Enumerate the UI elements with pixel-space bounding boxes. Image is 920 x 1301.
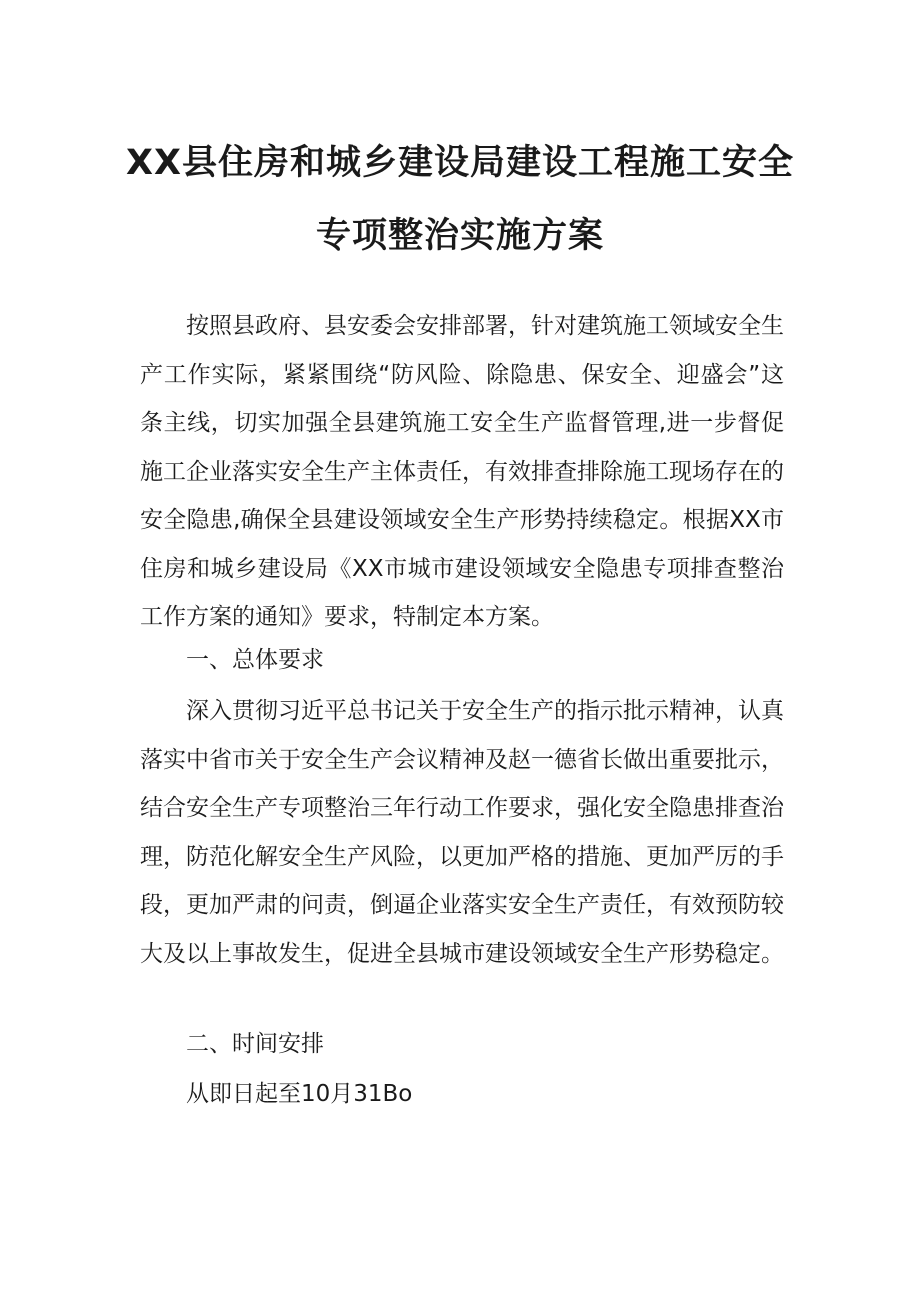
paragraph-intro: 按照县政府、县安委会安排部署，针对建筑施工领域安全生产工作实际，紧紧围绕“防风险、除隐患、保安全、迎盛会”这条主线，切实加强全县建筑施工安全生产监督管理,进一步督促施工企业落实安全生产主体责任，有效排查排除施工现场存在的安全隐患,确保全县建设领域安全生产形势持续稳定。根据XX市住房和城乡建设局《XX市城市建设领域安全隐患专项排查整治工作方案的通知》要求，特制定本方案。 [140,313,784,630]
section-heading-general-requirements: 一、总体要求 [186,647,324,673]
document-title-line-2: 专项整治实施方案 [315,216,604,256]
section-heading-schedule: 二、时间安排 [186,1031,324,1057]
document-title-line-1: XX县住房和城乡建设局建设工程施工安全 [126,143,794,183]
paragraph-general-requirements: 深入贯彻习近平总书记关于安全生产的指示批示精神，认真落实中省市关于安全生产会议精神及赵一德省长做出重要批示，结合安全生产专项整治三年行动工作要求，强化安全隐患排查治理，防范化解安全生产风险，以更加严格的措施、更加严厉的手段，更加严肃的问责，倒逼企业落实安全生产责任，有效预防较大及以上事故发生，促进全县城市建设领域安全生产形势稳定。 [140,698,784,967]
paragraph-schedule: 从即日起至10月31Bo [186,1081,413,1107]
